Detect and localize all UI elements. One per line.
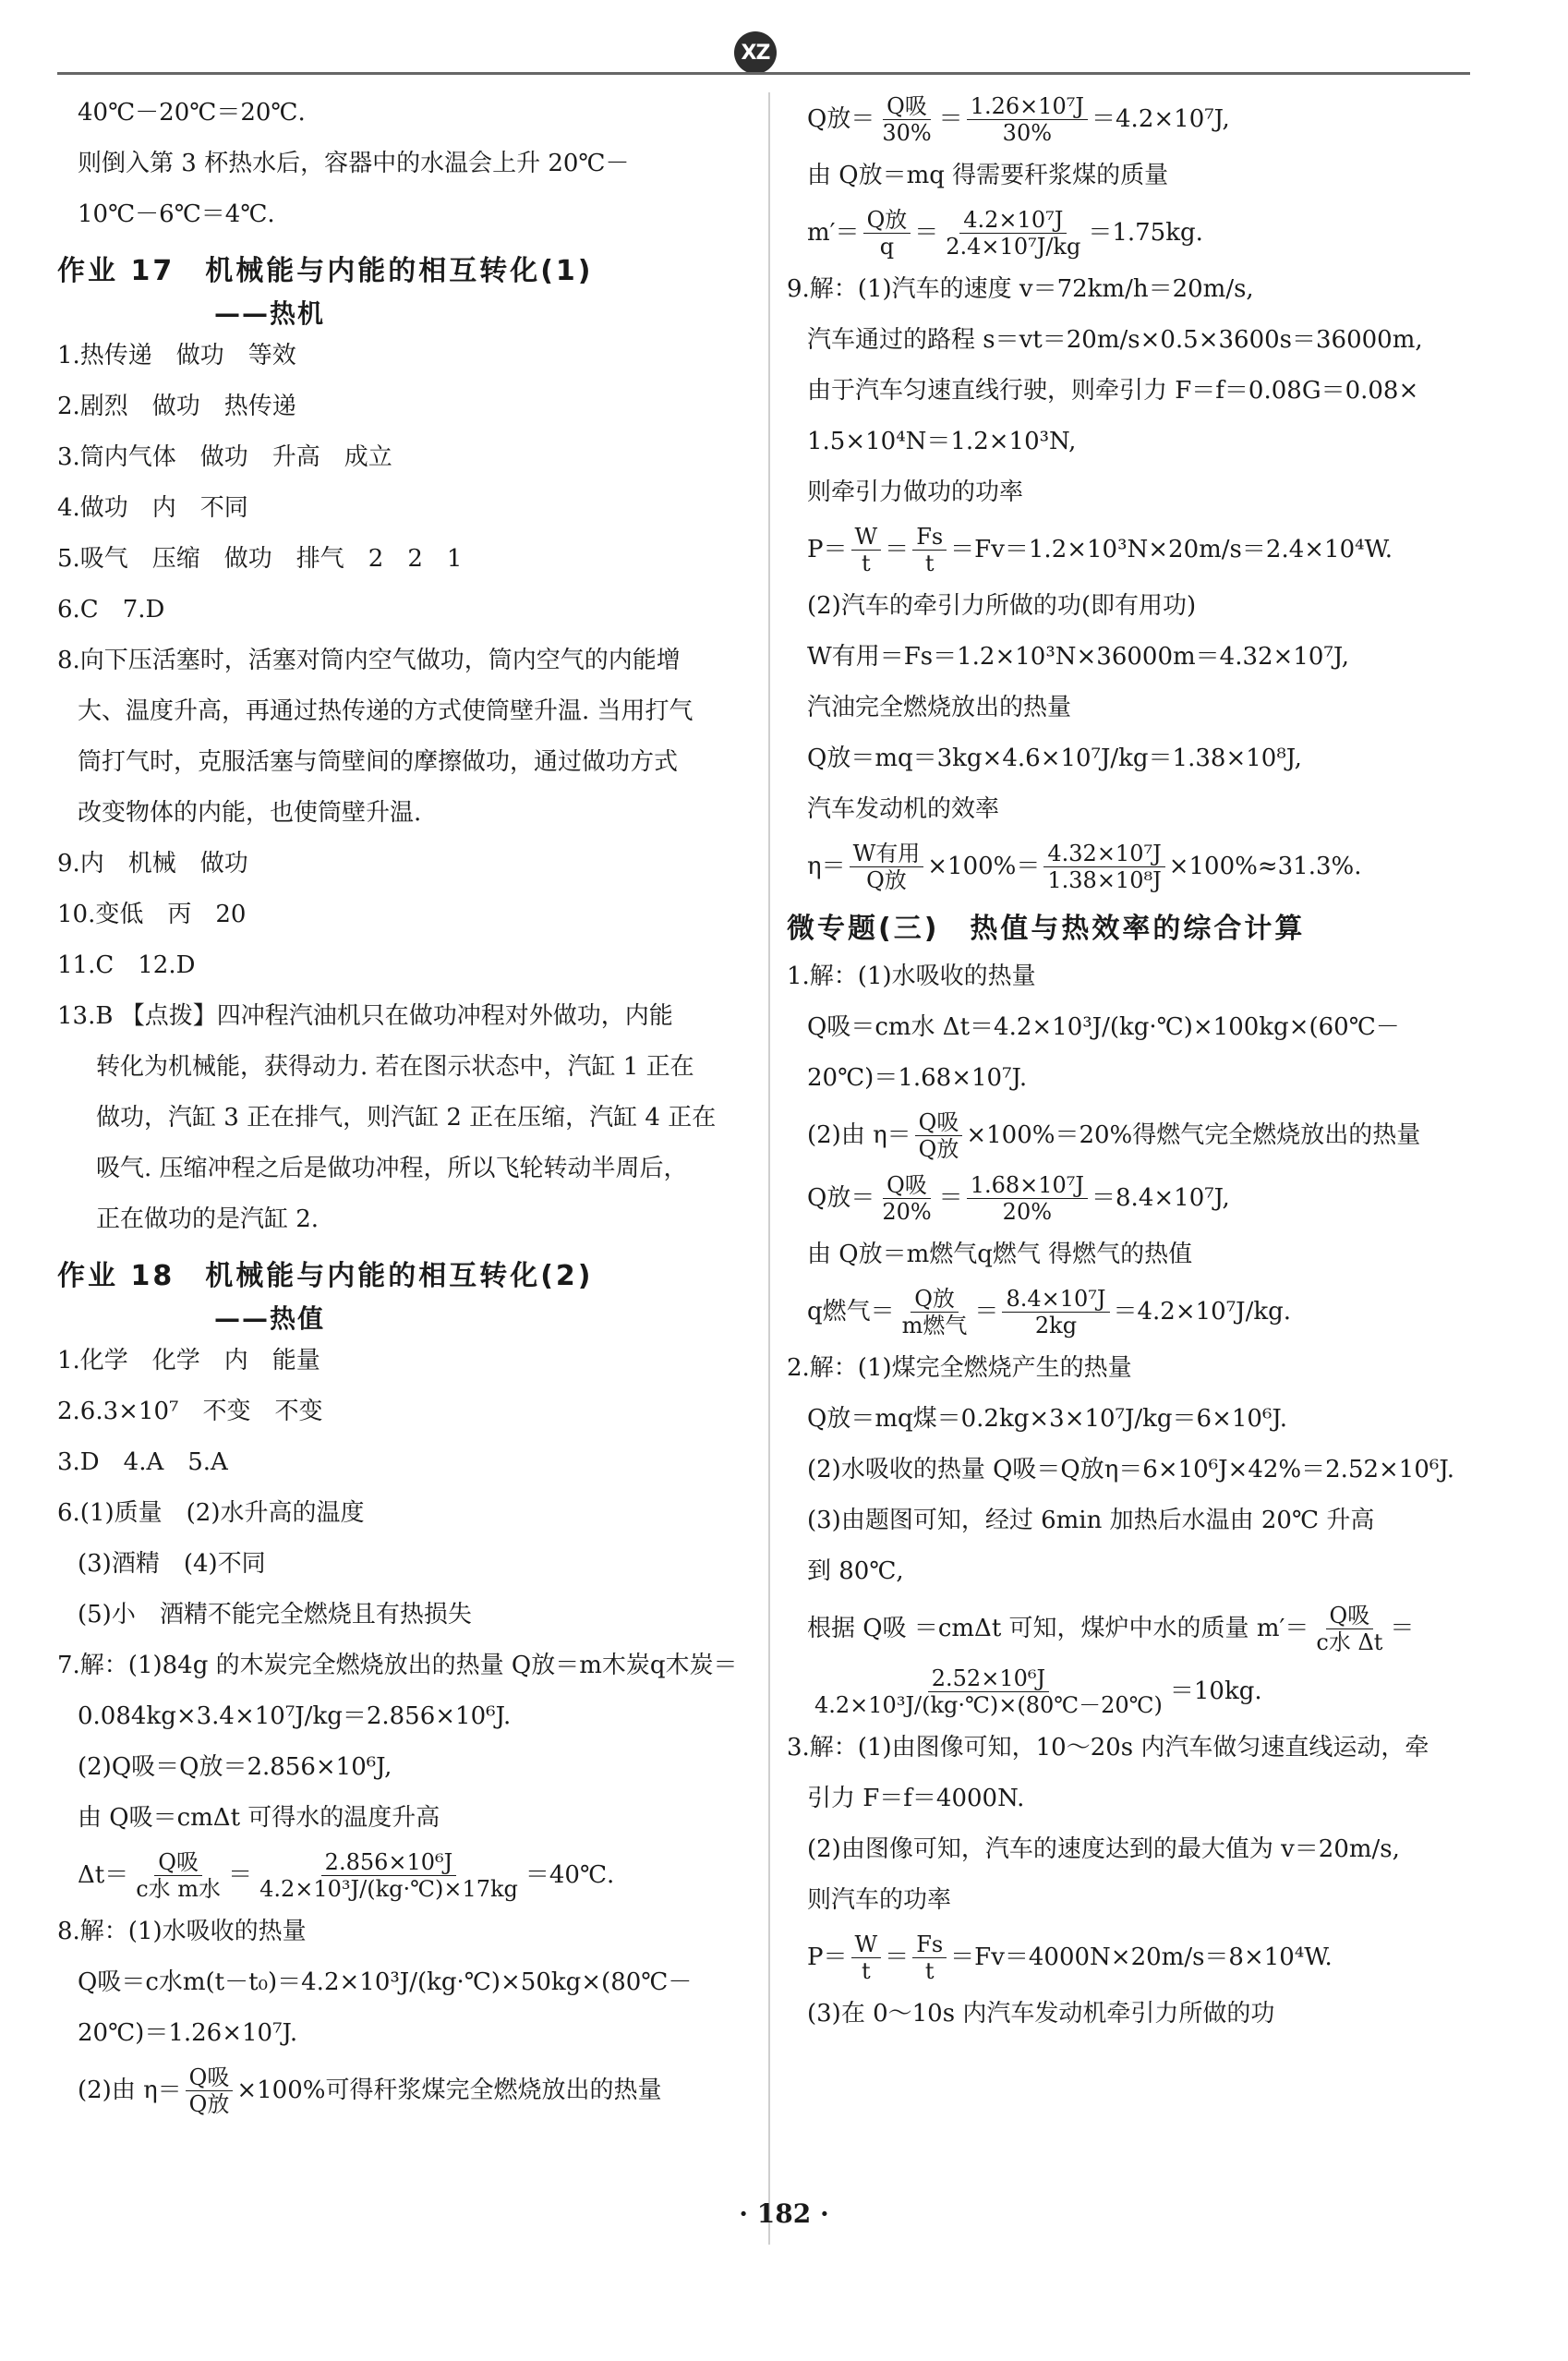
answer-line: 2.6.3×10⁷ 不变 不变 <box>57 1398 323 1425</box>
formula <box>787 518 1470 581</box>
answer-line: 改变物体的内能，也使筒壁升温. <box>78 799 422 827</box>
answer-line: 0.084kg×3.4×10⁷J/kg＝2.856×10⁶J. <box>78 1702 512 1730</box>
answer-line: 由于汽车匀速直线行驶，则牵引力 F＝f＝0.08G＝0.08× <box>807 377 1419 405</box>
formula-rhs: ＝4.2×10⁷J, <box>1092 104 1230 133</box>
answer-line: 到 80℃, <box>807 1557 904 1585</box>
answer-line: (2)汽车的牵引力所做的功(即有用功) <box>807 592 1197 620</box>
denominator: 4.2×10³J/(kg·℃)×(80℃－20℃) <box>814 1691 1163 1718</box>
formula-rhs: ＝8.4×10⁷J, <box>1092 1183 1230 1212</box>
answer-line: Q放＝mq＝3kg×4.6×10⁷J/kg＝1.38×10⁸J, <box>807 745 1302 772</box>
numerator: W有用 <box>850 841 924 867</box>
formula-eq: ＝ <box>938 1183 963 1212</box>
answer-line: 3.筒内气体 做功 升高 成立 <box>57 443 392 471</box>
answer-line: 11.C 12.D <box>57 951 196 979</box>
answer-line: 引力 F＝f＝4000N. <box>807 1785 1025 1812</box>
answer-line: 做功，汽缸 3 正在排气，则汽缸 2 正在压缩，汽缸 4 正在 <box>96 1104 717 1132</box>
denominator: t <box>924 1957 935 1984</box>
formula-rhs: ＝ <box>1390 1614 1415 1642</box>
answer-line: 20℃)＝1.68×10⁷J. <box>807 1064 1028 1092</box>
answer-line: 筒打气时，克服活塞与筒壁间的摩擦做功，通过做功方式 <box>78 748 679 776</box>
formula <box>787 88 1470 151</box>
denominator: 4.2×10³J/(kg·℃)×17kg <box>259 1875 518 1902</box>
fraction <box>1043 841 1164 893</box>
formula-lhs: Q放＝ <box>807 1183 875 1212</box>
formula <box>787 1104 1470 1167</box>
fraction <box>912 524 947 576</box>
publisher-logo: XZ <box>734 31 777 74</box>
answer-line: (3)在 0～10s 内汽车发动机牵引力所做的功 <box>807 2000 1275 2028</box>
formula <box>787 1597 1470 1660</box>
formula-lhs: P＝ <box>807 535 848 563</box>
answer-line: (5)小 酒精不能完全燃烧且有热损失 <box>78 1601 472 1628</box>
answer-line: 9.内 机械 做功 <box>57 850 248 878</box>
fraction <box>186 2064 234 2117</box>
section-subtitle: ——热机 <box>214 298 326 329</box>
denominator: c水 Δt <box>1316 1628 1383 1655</box>
formula-eq: ＝ <box>885 1943 910 1971</box>
denominator: t <box>862 550 871 576</box>
formula-eq: ＝ <box>938 104 963 133</box>
answer-line: 吸气. 压缩冲程之后是做功冲程，所以飞轮转动半周后， <box>96 1155 688 1182</box>
formula <box>787 835 1470 898</box>
denominator: m燃气 <box>901 1312 968 1338</box>
formula-eq: ×100%＝ <box>927 852 1041 880</box>
answer-line: 8.解：(1)水吸收的热量 <box>57 1918 307 1945</box>
answer-line: (2)水吸收的热量 Q吸＝Q放η＝6×10⁶J×42%＝2.52×10⁶J. <box>807 1456 1454 1483</box>
formula-lhs: 根据 Q吸 ＝cmΔt 可知，煤炉中水的质量 m′＝ <box>807 1614 1309 1642</box>
formula-lhs: Δt＝ <box>78 1860 129 1889</box>
answer-line: 1.化学 化学 内 能量 <box>57 1347 320 1374</box>
answer-line: 正在做功的是汽缸 2. <box>96 1205 320 1233</box>
denominator: Q放 <box>918 1135 959 1162</box>
formula-eq: ＝ <box>974 1297 999 1326</box>
answer-line: 1.5×10⁴N＝1.2×10³N, <box>807 428 1077 455</box>
answer-line: 8.向下压活塞时，活塞对筒内空气做功，筒内空气的内能增 <box>57 647 681 674</box>
denominator: 1.38×10⁸J <box>1047 866 1162 893</box>
denominator: 2.4×10⁷J/kg <box>946 233 1081 260</box>
formula <box>787 1167 1470 1229</box>
denominator: 30% <box>1002 119 1053 146</box>
formula-rhs: ＝Fv＝1.2×10³N×20m/s＝2.4×10⁴W. <box>950 535 1393 563</box>
answer-line: (3)酒精 (4)不同 <box>78 1550 266 1578</box>
formula-lhs: η＝ <box>807 852 846 880</box>
numerator: Q放 <box>863 207 911 234</box>
numerator: W <box>851 524 882 551</box>
text-line: 40℃－20℃＝20℃. <box>78 99 306 127</box>
answer-line: Q吸＝cm水 Δt＝4.2×10³J/(kg·℃)×100kg×(60℃－ <box>807 1013 1400 1041</box>
denominator: 20% <box>882 1198 932 1225</box>
fraction <box>850 841 924 893</box>
fraction <box>256 1849 522 1902</box>
formula-rhs: ＝40℃. <box>525 1860 615 1889</box>
answer-line: 10.变低 丙 20 <box>57 901 247 928</box>
numerator: 2.856×10⁶J <box>321 1849 457 1876</box>
formula <box>57 1844 736 1907</box>
answer-line: 13.B 【点拨】四冲程汽油机只在做功冲程对外做功，内能 <box>57 1002 673 1030</box>
answer-line: 则汽车的功率 <box>807 1886 952 1914</box>
denominator: t <box>924 550 935 576</box>
numerator: 4.2×10⁷J <box>959 207 1067 234</box>
denominator: Q放 <box>866 866 907 893</box>
fraction <box>132 1849 224 1902</box>
formula-lhs: q燃气＝ <box>807 1297 895 1326</box>
answer-line: 5.吸气 压缩 做功 排气 2 2 1 <box>57 545 463 573</box>
fraction <box>967 93 1088 146</box>
section-subtitle: ——热值 <box>214 1303 326 1334</box>
fraction <box>851 1931 882 1984</box>
numerator: 8.4×10⁷J <box>1002 1286 1109 1313</box>
answer-line: 由 Q放＝m燃气q燃气 得燃气的热值 <box>807 1241 1193 1268</box>
answer-line: 则牵引力做功的功率 <box>807 478 1024 506</box>
answer-line: 1.热传递 做功 等效 <box>57 342 296 369</box>
numerator: Q吸 <box>883 1172 931 1199</box>
numerator: Q吸 <box>1326 1603 1374 1629</box>
formula-rhs: ×100%≈31.3%. <box>1168 852 1362 880</box>
numerator: 2.52×10⁶J <box>928 1665 1049 1692</box>
denominator: c水 m水 <box>136 1875 222 1902</box>
numerator: Q吸 <box>186 2064 234 2091</box>
fraction <box>878 1172 935 1225</box>
answer-line: 3.解：(1)由图像可知，10～20s 内汽车做匀速直线运动，牵 <box>787 1734 1429 1762</box>
formula-eq: ＝ <box>914 218 939 247</box>
formula <box>787 1660 1470 1723</box>
fraction <box>1002 1286 1109 1338</box>
numerator: Q放 <box>911 1286 959 1313</box>
formula <box>787 1926 1470 1989</box>
numerator: 1.26×10⁷J <box>967 93 1088 120</box>
answer-line: 由 Q放＝mq 得需要秆浆煤的质量 <box>807 162 1169 189</box>
fraction <box>878 93 935 146</box>
answer-line: 汽车通过的路程 s＝vt＝20m/s×0.5×3600s＝36000m, <box>807 326 1423 354</box>
answer-line: 汽油完全燃烧放出的热量 <box>807 694 1072 721</box>
numerator: Fs <box>912 524 947 551</box>
answer-line: 由 Q吸＝cmΔt 可得水的温度升高 <box>78 1804 440 1832</box>
fraction <box>811 1665 1166 1718</box>
text-line: 10℃－6℃＝4℃. <box>78 200 275 228</box>
page-number: · 182 · <box>739 2198 829 2229</box>
fraction <box>1312 1603 1386 1655</box>
formula-eq: ＝ <box>885 535 910 563</box>
formula-rhs: ＝1.75kg. <box>1088 218 1203 247</box>
denominator: Q放 <box>188 2090 230 2117</box>
section-title: 作业 18 机械能与内能的相互转化(2) <box>57 1260 594 1292</box>
answer-line: (3)由题图可知，经过 6min 加热后水温由 20℃ 升高 <box>807 1507 1375 1534</box>
denominator: 20% <box>1002 1198 1053 1225</box>
formula <box>787 201 1470 264</box>
answer-line: (2)由图像可知，汽车的速度达到的最大值为 v＝20m/s, <box>807 1835 1400 1863</box>
formula <box>787 1280 1470 1343</box>
answer-line: 20℃)＝1.26×10⁷J. <box>78 2019 298 2047</box>
answer-line: 6.(1)质量 (2)水升高的温度 <box>57 1499 365 1527</box>
formula-lhs: P＝ <box>807 1943 848 1971</box>
answer-line: 1.解：(1)水吸收的热量 <box>787 963 1036 990</box>
fraction <box>967 1172 1088 1225</box>
section-title: 作业 17 机械能与内能的相互转化(1) <box>57 255 594 287</box>
answer-line: 2.剧烈 做功 热传递 <box>57 393 296 420</box>
fraction <box>915 1109 963 1162</box>
formula-rhs: ×100%可得秆浆煤完全燃烧放出的热量 <box>236 2076 662 2104</box>
numerator: Fs <box>912 1931 947 1958</box>
answer-line: 3.D 4.A 5.A <box>57 1448 228 1476</box>
fraction <box>899 1286 971 1338</box>
numerator: 4.32×10⁷J <box>1043 841 1164 867</box>
answer-line: 4.做功 内 不同 <box>57 494 248 522</box>
answer-line: W有用＝Fs＝1.2×10³N×36000m＝4.32×10⁷J, <box>807 643 1349 671</box>
column-divider <box>768 92 770 2245</box>
formula-rhs: ×100%＝20%得燃气完全燃烧放出的热量 <box>966 1120 1421 1149</box>
left-column <box>57 88 736 2122</box>
denominator: t <box>862 1957 871 1984</box>
formula-lhs: Q放＝ <box>807 104 875 133</box>
denominator: 30% <box>882 119 932 146</box>
answer-line: 大、温度升高，再通过热传递的方式使筒壁升温. 当用打气 <box>78 697 694 725</box>
formula-lhs: (2)由 η＝ <box>807 1120 911 1149</box>
answer-line: 汽车发动机的效率 <box>807 795 1000 823</box>
numerator: 1.68×10⁷J <box>967 1172 1088 1199</box>
answer-line: 6.C 7.D <box>57 596 165 624</box>
header-rule <box>57 72 1470 75</box>
right-column <box>787 88 1470 2040</box>
numerator: Q吸 <box>915 1109 963 1136</box>
numerator: W <box>851 1931 882 1958</box>
text-line: 则倒入第 3 杯热水后，容器中的水温会上升 20℃－ <box>78 150 630 177</box>
fraction <box>863 207 911 260</box>
section-title: 微专题(三) 热值与热效率的综合计算 <box>787 913 1306 945</box>
formula-rhs: ＝10kg. <box>1169 1677 1262 1705</box>
answer-line: 9.解：(1)汽车的速度 v＝72km/h＝20m/s, <box>787 275 1254 303</box>
formula-lhs: m′＝ <box>807 218 860 247</box>
fraction <box>942 207 1084 260</box>
answer-line: Q放＝mq煤＝0.2kg×3×10⁷J/kg＝6×10⁶J. <box>807 1405 1288 1433</box>
fraction <box>851 524 882 576</box>
numerator: Q吸 <box>883 93 931 120</box>
answer-line: 转化为机械能，获得动力. 若在图示状态中，汽缸 1 正在 <box>96 1053 694 1081</box>
denominator: 2kg <box>1034 1312 1078 1338</box>
answer-line: 7.解：(1)84g 的木炭完全燃烧放出的热量 Q放＝m木炭q木炭＝ <box>57 1652 738 1679</box>
formula-rhs: ＝Fv＝4000N×20m/s＝8×10⁴W. <box>950 1943 1333 1971</box>
formula-eq: ＝ <box>228 1860 253 1889</box>
answer-line: (2)Q吸＝Q放＝2.856×10⁶J, <box>78 1753 392 1781</box>
answer-line: Q吸＝c水m(t－t₀)＝4.2×10³J/(kg·℃)×50kg×(80℃－ <box>78 1968 693 1996</box>
formula-lhs: (2)由 η＝ <box>78 2076 182 2104</box>
formula-rhs: ＝4.2×10⁷J/kg. <box>1113 1297 1291 1326</box>
formula <box>57 2059 736 2122</box>
denominator: q <box>879 233 895 260</box>
numerator: Q吸 <box>154 1849 202 1876</box>
fraction <box>912 1931 947 1984</box>
answer-line: 2.解：(1)煤完全燃烧产生的热量 <box>787 1354 1132 1382</box>
